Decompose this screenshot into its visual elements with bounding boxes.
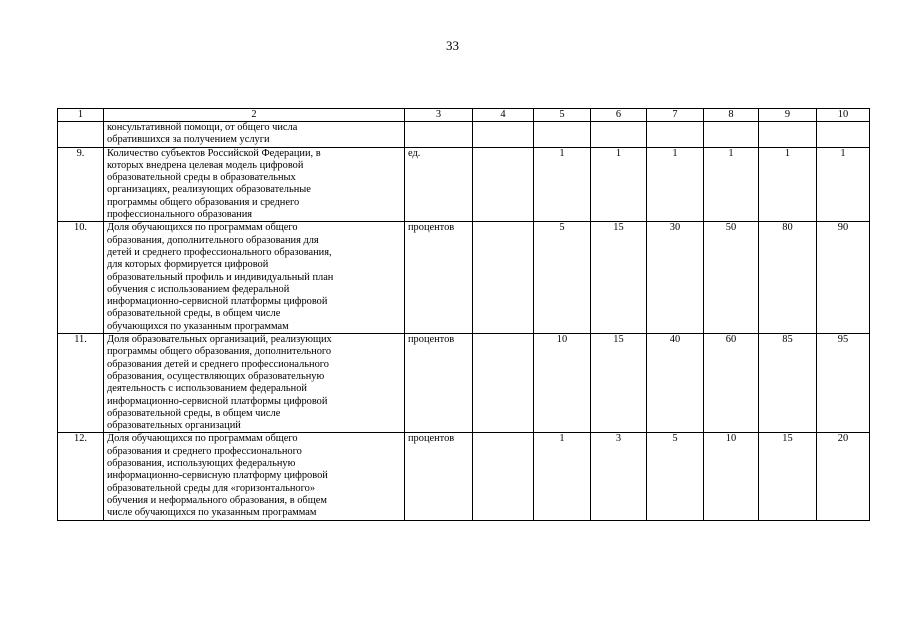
value-cell: 10 [704,433,759,520]
table-row [58,222,870,334]
indicator-name-line: деятельность с использованием федеральной [107,383,307,395]
indicator-name-line: образования и среднего профессионального [107,445,302,457]
value-cell: 5 [534,222,591,334]
column-4-cell [473,222,534,334]
indicator-name-cell [104,222,405,334]
indicator-name-line: информационно-сервисную платформу цифровой [107,470,328,482]
unit-cell: процентов [405,334,473,433]
unit-cell [405,122,473,148]
column-header: 8 [704,109,759,122]
value-cell [591,122,647,148]
value-cell: 1 [591,147,647,222]
column-4-cell [473,147,534,222]
indicator-name-line: Количество субъектов Российской Федерации, в [107,147,321,159]
value-cell: 5 [647,433,704,520]
indicator-name-line: обратившихся за получением услуги [107,134,270,146]
table-row [58,147,870,222]
row-number-cell: 11. [58,334,104,433]
indicator-name-line: информационно-сервисной платформы цифровой [107,296,328,308]
column-header: 9 [759,109,817,122]
column-4-cell [473,433,534,520]
indicator-name-line: образования, дополнительного образования для [107,234,319,246]
unit-cell: процентов [405,433,473,520]
row-number-cell [58,122,104,148]
table-row [58,122,870,148]
value-cell: 90 [817,222,870,334]
indicator-name-line: организациях, реализующих образовательные [107,184,311,196]
value-cell: 60 [704,334,759,433]
indicator-name-line: образовательный профиль и индивидуальный план [107,271,334,283]
indicator-name-line: консультативной помощи, от общего числа [107,122,298,133]
indicator-name-line: обучения с использованием федеральной [107,283,290,295]
indicator-name-line: образования, использующих федеральную [107,458,296,470]
indicator-name-line: детей и среднего профессионального образования, [107,246,332,258]
column-header: 5 [534,109,591,122]
indicator-name-line: образования, осуществляющих образовательную [107,370,325,382]
value-cell: 15 [591,222,647,334]
indicator-name-line: программы общего образования, дополнительного [107,346,332,358]
value-cell: 15 [591,334,647,433]
indicator-name-line: которых внедрена целевая модель цифровой [107,159,304,171]
value-cell [704,122,759,148]
value-cell [759,122,817,148]
unit-cell: ед. [405,147,473,222]
value-cell: 80 [759,222,817,334]
value-cell [817,122,870,148]
column-header: 2 [104,109,405,122]
value-cell: 1 [534,147,591,222]
indicator-name-cell [104,334,405,433]
column-4-cell [473,122,534,148]
indicator-name-line: обучающихся по указанным программам [107,320,289,332]
value-cell: 95 [817,334,870,433]
row-number-cell: 10. [58,222,104,334]
unit-cell: процентов [405,222,473,334]
indicator-name-line: информационно-сервисной платформы цифровой [107,395,328,407]
indicator-name-line: образовательной среды в образовательных [107,172,296,184]
row-number-cell: 9. [58,147,104,222]
indicator-name-line: профессионального образования [107,209,253,221]
column-header: 3 [405,109,473,122]
column-header: 4 [473,109,534,122]
indicator-name-line: для которых формируется цифровой [107,259,269,271]
indicator-name-line: образовательных организаций [107,420,241,432]
value-cell: 50 [704,222,759,334]
column-header: 10 [817,109,870,122]
indicator-name-line: образовательной среды для «горизонтального» [107,482,316,494]
value-cell [647,122,704,148]
header-row [58,109,870,122]
column-header: 7 [647,109,704,122]
value-cell: 10 [534,334,591,433]
value-cell: 85 [759,334,817,433]
value-cell [534,122,591,148]
value-cell: 1 [647,147,704,222]
indicator-name-cell [104,147,405,222]
value-cell: 1 [704,147,759,222]
column-header: 1 [58,109,104,122]
row-number-cell: 12. [58,433,104,520]
indicator-name-line: программы общего образования и среднего [107,196,300,208]
indicator-name-line: образовательной среды, в общем числе [107,308,281,320]
value-cell: 3 [591,433,647,520]
page-number: 33 [446,38,459,53]
indicator-name-line: Доля обучающихся по программам общего [107,433,298,445]
table-row [58,334,870,433]
indicators-table [57,108,870,521]
indicator-name-line: образования детей и среднего профессионального [107,358,329,370]
indicator-name-cell [104,433,405,520]
indicator-name-line: обучения и неформального образования, в общем [107,494,327,506]
value-cell: 40 [647,334,704,433]
indicator-name-line: числе обучающихся по указанным программам [107,507,317,519]
indicator-name-line: Доля обучающихся по программам общего [107,222,298,234]
indicator-name-cell [104,122,405,148]
value-cell: 1 [759,147,817,222]
value-cell: 30 [647,222,704,334]
column-4-cell [473,334,534,433]
value-cell: 1 [534,433,591,520]
indicator-name-line: образовательной среды, в общем числе [107,407,281,419]
indicator-name-line: Доля образовательных организаций, реализующих [107,334,332,346]
column-header: 6 [591,109,647,122]
value-cell: 20 [817,433,870,520]
value-cell: 15 [759,433,817,520]
value-cell: 1 [817,147,870,222]
table-row [58,433,870,520]
